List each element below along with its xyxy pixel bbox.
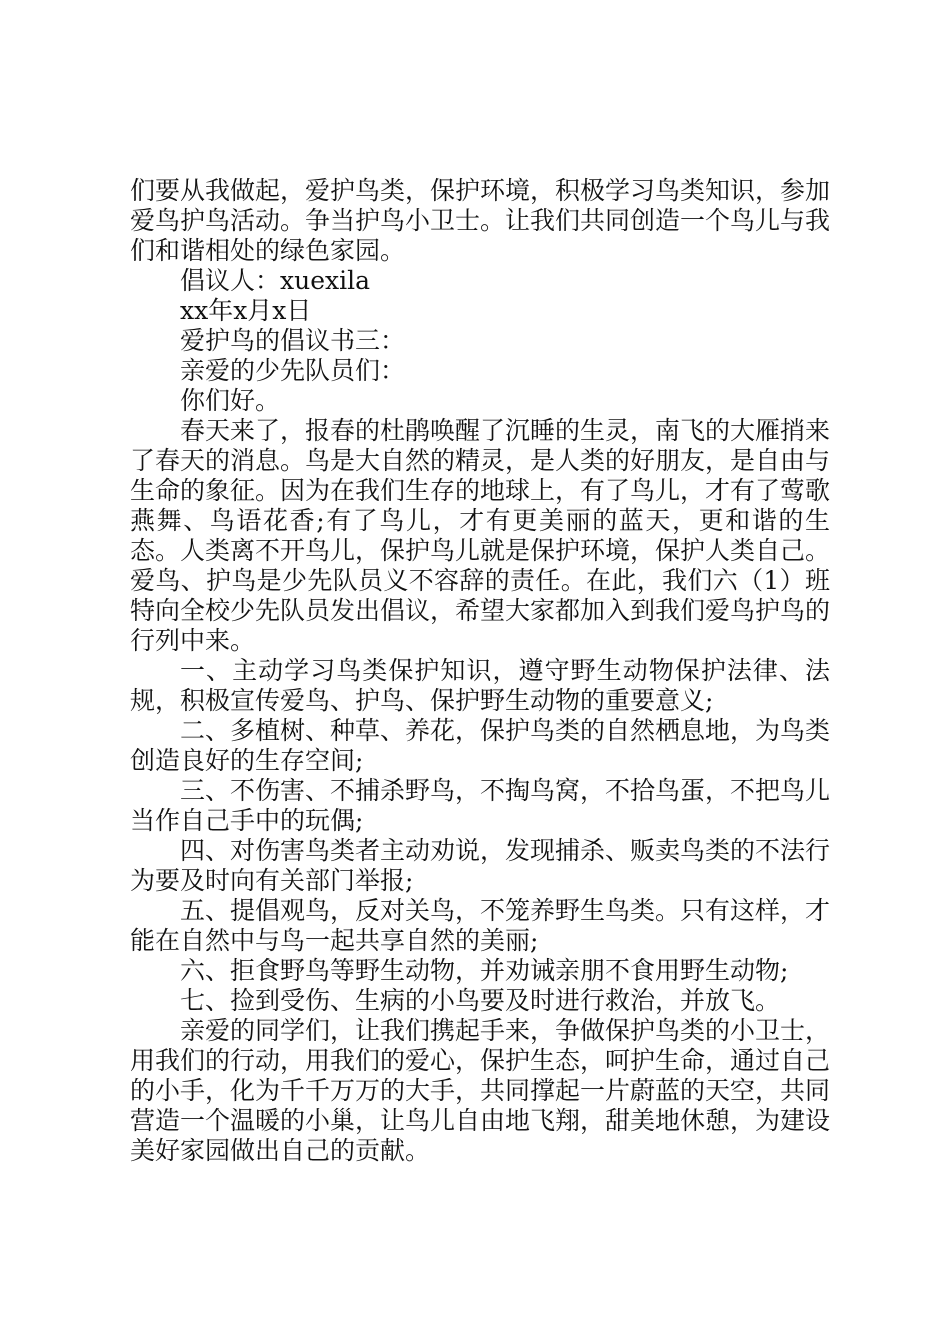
- salutation: 亲爱的少先队员们：: [180, 356, 406, 385]
- date-line: xx年x月x日: [180, 296, 312, 325]
- section-title: 爱护鸟的倡议书三：: [180, 326, 406, 355]
- list-item-3: 三、不伤害、不捕杀野鸟，不掏鸟窝，不拾鸟蛋，不把鸟儿当作自己手中的玩偶;: [130, 776, 831, 835]
- list-item-4: 四、对伤害鸟类者主动劝说，发现捕杀、贩卖鸟类的不法行为要及时向有关部门举报;: [130, 836, 831, 895]
- list-item-7: 七、捡到受伤、生病的小鸟要及时进行救治，并放飞。: [180, 986, 781, 1015]
- list-item-5: 五、提倡观鸟，反对关鸟，不笼养野生鸟类。只有这样，才能在自然中与鸟一起共享自然的美丽;: [130, 896, 831, 955]
- list-item-6: 六、拒食野鸟等野生动物，并劝诫亲朋不食用野生动物;: [180, 956, 789, 985]
- paragraph-intro: 春天来了，报春的杜鹃唤醒了沉睡的生灵，南飞的大雁捎来了春天的消息。鸟是大自然的精灵，是人类的好朋友，是自由与生命的象征。因为在我们生存的地球上，有了鸟儿，才有了莺歌燕舞、鸟语花香;有了鸟儿，才有更美丽的蓝天，更和谐的生态。人类离不开鸟儿，保护鸟儿就是保护环境，保护人类自己。爱鸟、护鸟是少先队员义不容辞的责任。在此，我们六（1）班特向全校少先队员发出倡议，希望大家都加入到我们爱鸟护鸟的行列中来。: [130, 416, 831, 655]
- list-item-2: 二、多植树、种草、养花，保护鸟类的自然栖息地，为鸟类创造良好的生存空间;: [130, 716, 831, 775]
- signature-line: 倡议人：xuexila: [180, 266, 370, 295]
- paragraph-closing: 亲爱的同学们，让我们携起手来，争做保护鸟类的小卫士，用我们的行动，用我们的爱心，保护生态，呵护生命，通过自己的小手，化为千千万万的大手，共同撑起一片蔚蓝的天空，共同营造一个温暖的小巢，让鸟儿自由地飞翔，甜美地休憩，为建设美好家园做出自己的贡献。: [130, 1016, 831, 1165]
- list-item-1: 一、主动学习鸟类保护知识，遵守野生动物保护法律、法规，积极宣传爱鸟、护鸟、保护野生动物的重要意义;: [130, 656, 830, 715]
- paragraph-continuation: 们要从我做起，爱护鸟类，保护环境，积极学习鸟类知识，参加爱鸟护鸟活动。争当护鸟小卫士。让我们共同创造一个鸟儿与我们和谐相处的绿色家园。: [130, 176, 831, 265]
- greeting: 你们好。: [180, 386, 281, 415]
- document-body: [130, 176, 830, 1166]
